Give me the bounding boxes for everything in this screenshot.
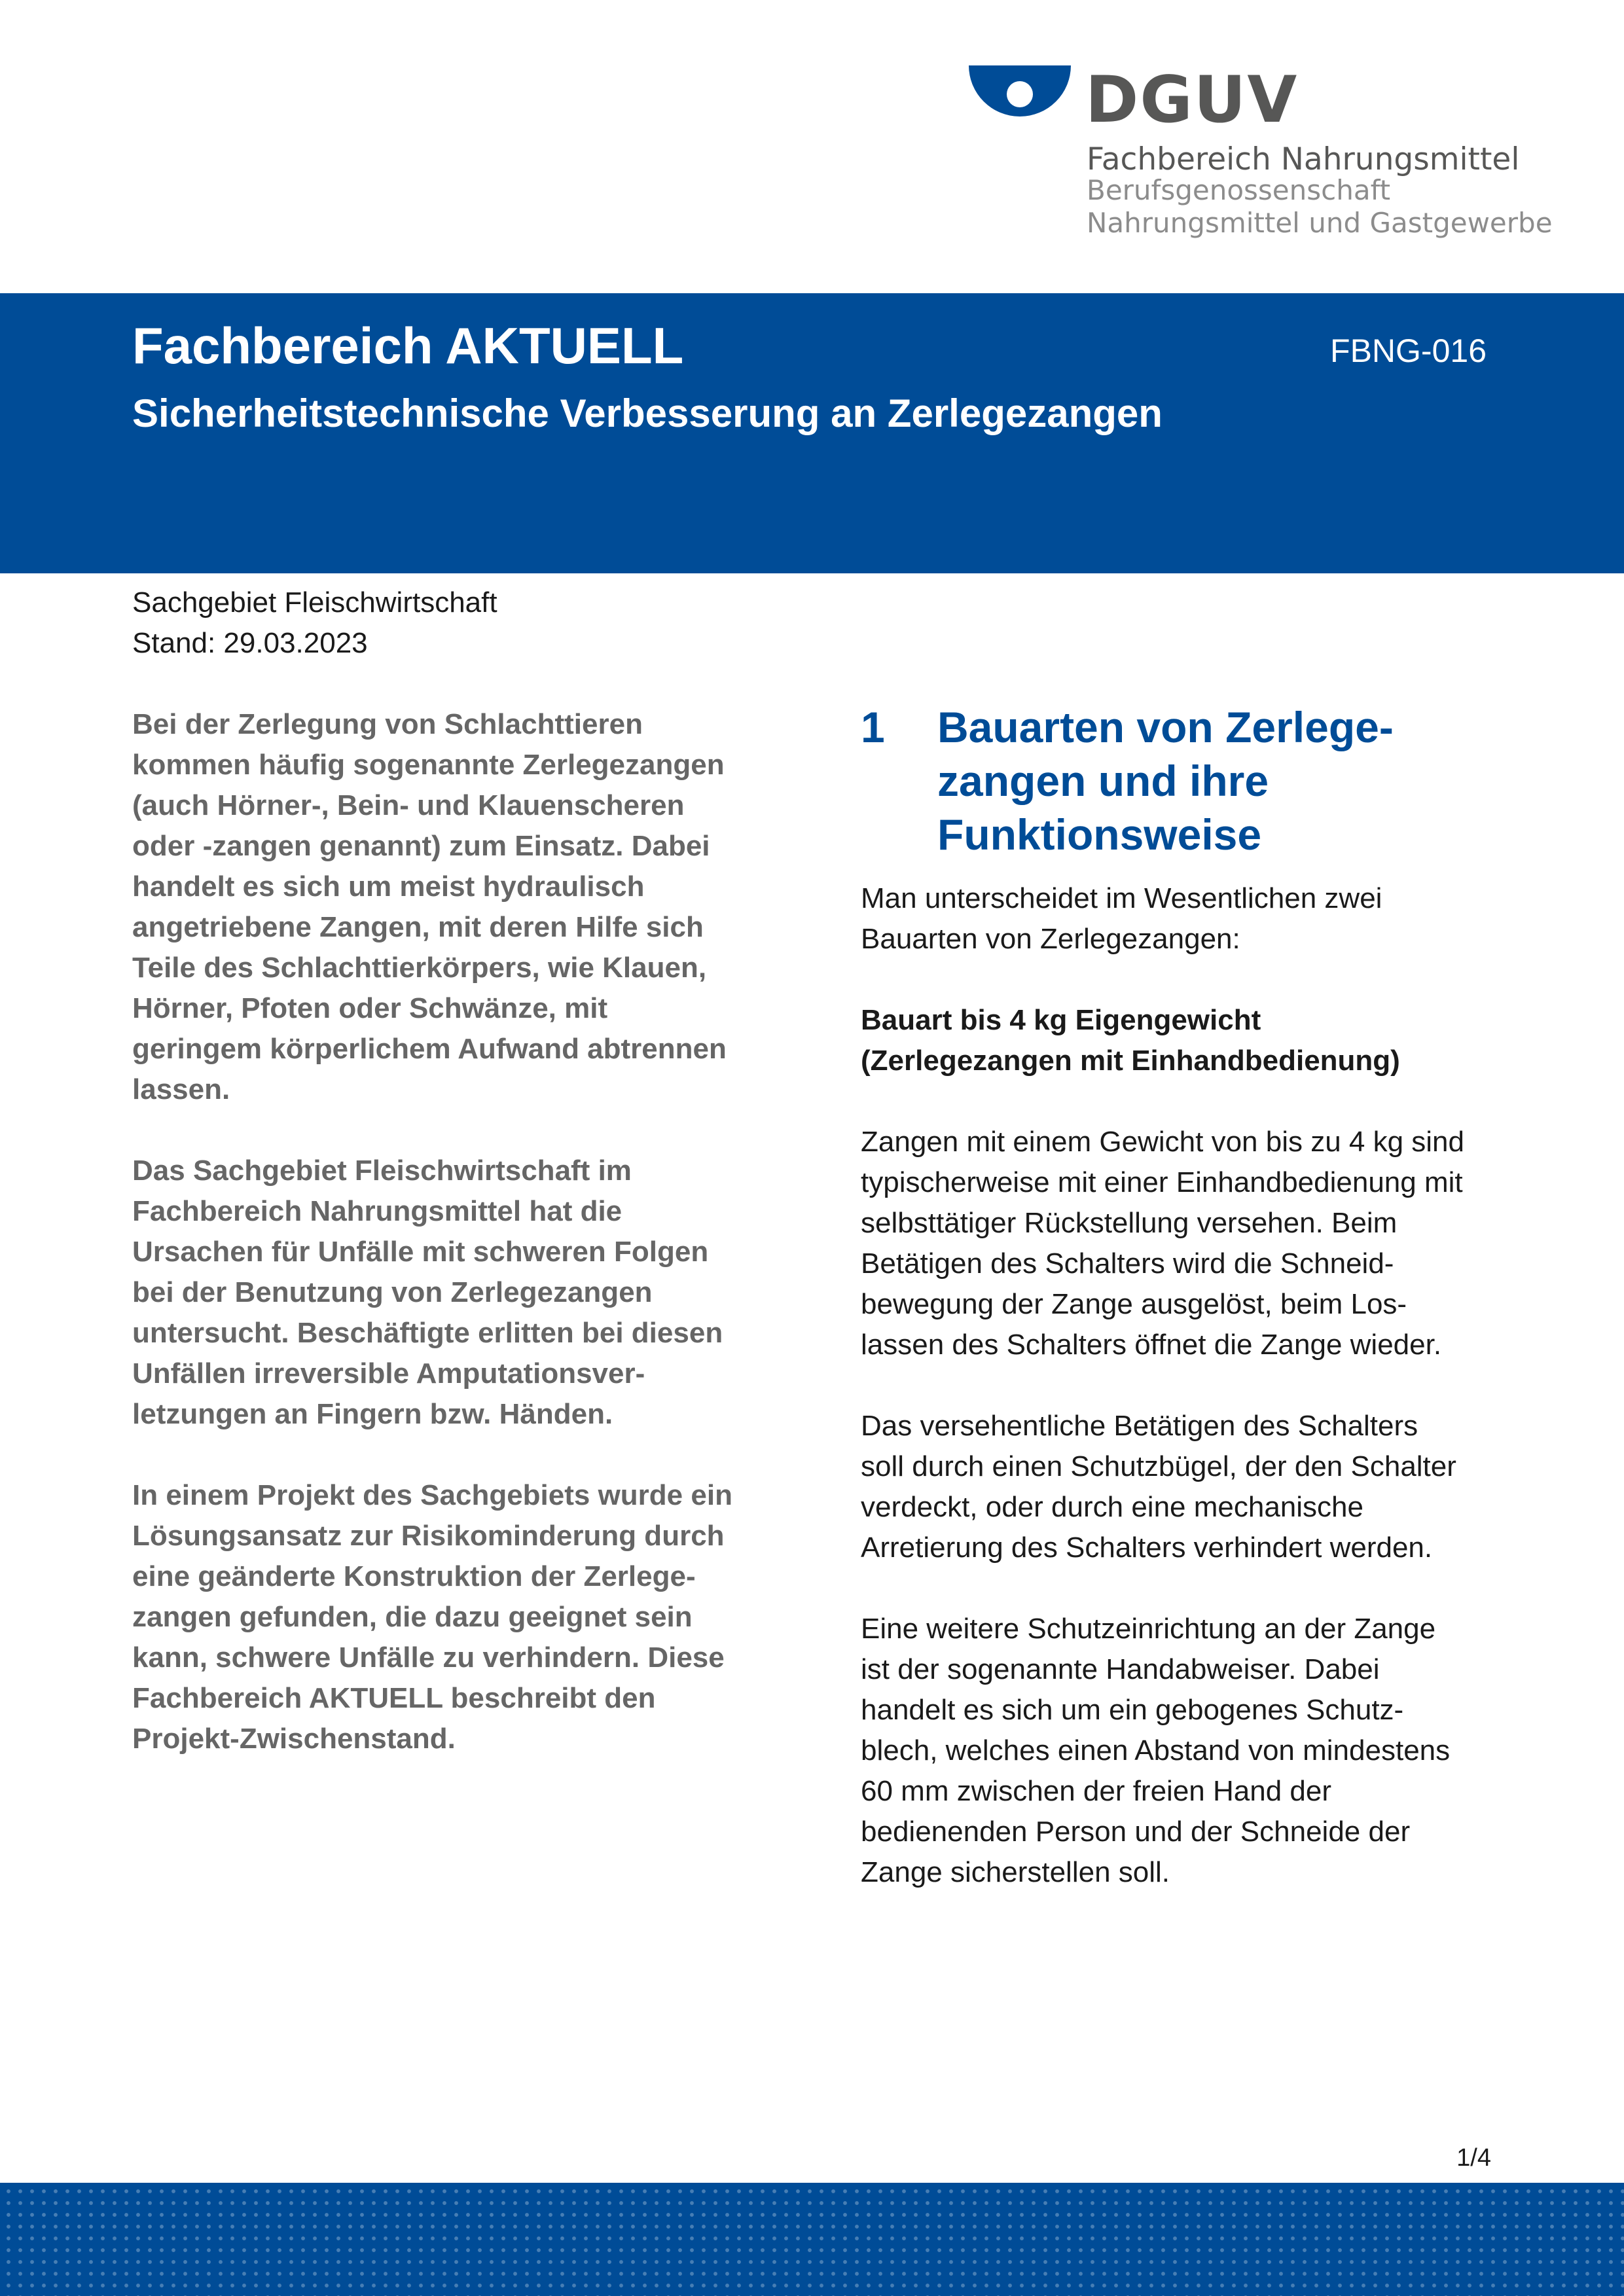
dguv-logo	[967, 63, 1576, 246]
dguv-person-icon	[967, 63, 1072, 168]
section-paragraph-4: Eine weitere Schutzeinrichtung an der Zange ist der sogenannte Handabweiser. Dabei handelt es sich um ein gebogenes Schutz- blech, welches einen Abstand von mindestens 60 mm zwischen der freien Hand der bedienenden Person und der Schneide der Zange sicherstellen soll.	[861, 1613, 1451, 1888]
header-band	[0, 293, 1624, 573]
section-paragraph-2: Zangen mit einem Gewicht von bis zu 4 kg sind typischerweise mit einer Einhandbedienung mit selbsttätiger Rückstellung versehen. Beim Betätigen des Schalters wird die Schneid- bewegung der Zange ausgelöst, beim Los- lassen des Schalters öffnet die Zange wieder.	[861, 1126, 1465, 1361]
section-subheading: Bauart bis 4 kg Eigengewicht (Zerlegezangen mit Einhandbedienung)	[861, 1004, 1400, 1077]
section-number: 1	[861, 703, 885, 751]
logo-line-3: Nahrungsmittel und Gastgewerbe	[1087, 207, 1553, 239]
department-label: Sachgebiet Fleischwirtschaft	[132, 586, 497, 619]
document-meta	[132, 583, 497, 664]
intro-paragraph-2: Das Sachgebiet Fleischwirtschaft im Fachbereich Nahrungsmittel hat die Ursachen für Unfälle mit schweren Folgen bei der Benutzung von Zerlegezangen untersucht. Beschäftigte erlitten bei diesen Unfällen irreversible Amputationsver- letzungen an Fingern bzw. Händen.	[132, 1155, 723, 1430]
logo-wordmark: DGUV	[1085, 63, 1299, 137]
section-heading	[861, 700, 1515, 865]
section-paragraph-1: Man unterscheidet im Wesentlichen zwei Bauarten von Zerlegezangen:	[861, 882, 1382, 955]
document-subtitle: Sicherheitstechnische Verbesserung an Zerlegezangen	[132, 391, 1163, 435]
section-1-column	[861, 700, 1515, 1933]
intro-paragraph-3: In einem Projekt des Sachgebiets wurde ein Lösungsansatz zur Risikominderung durch eine geänderte Konstruktion der Zerlege- zangen gefunden, die dazu geeignet sein kann, schwere Unfälle zu verhindern. Diese Fachbereich AKTUELL beschreibt den Projekt-Zwischenstand.	[132, 1479, 732, 1755]
logo-line-2: Berufsgenossenschaft	[1087, 174, 1391, 206]
footer-dotted-band	[0, 2183, 1624, 2296]
page-number: 1/4	[1456, 2144, 1491, 2172]
logo-line-1: Fachbereich Nahrungsmittel	[1087, 141, 1520, 177]
document-code: FBNG-016	[1330, 332, 1487, 369]
intro-column	[132, 704, 787, 1800]
date-label: Stand: 29.03.2023	[132, 627, 368, 659]
section-title: Bauarten von Zerlege- zangen und ihre Funktionsweise	[937, 703, 1394, 859]
section-paragraph-3: Das versehentliche Betätigen des Schalters soll durch einen Schutzbügel, der den Schalter verdeckt, oder durch eine mechanische Arretierung des Schalters verhindert werden.	[861, 1410, 1456, 1564]
document-series-title: Fachbereich AKTUELL	[132, 317, 684, 374]
intro-paragraph-1: Bei der Zerlegung von Schlachttieren kommen häufig sogenannte Zerlegezangen (auch Hörner-, Bein- und Klauenscheren oder -zangen genannt) zum Einsatz. Dabei handelt es sich um meist hydraulisch angetriebene Zangen, mit deren Hilfe sich Teile des Schlachttierkörpers, wie Klauen, Hörner, Pfoten oder Schwänze, mit geringem körperlichem Aufwand abtrennen lassen.	[132, 708, 727, 1105]
